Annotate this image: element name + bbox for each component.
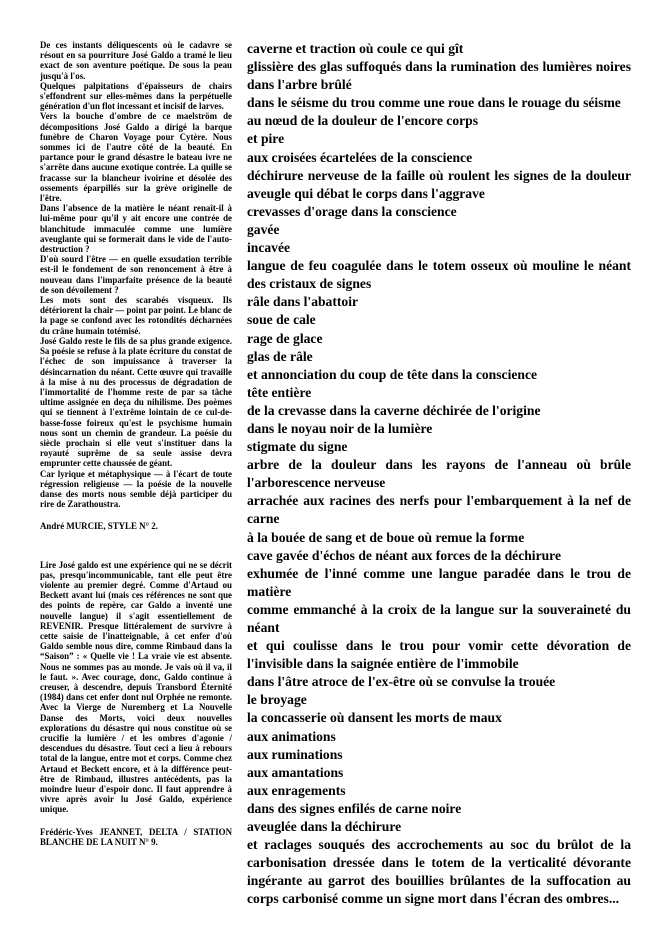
review-paragraph: Dans l'absence de la matière le néant renaît-il à lui-même pour qu'il y ait encore une contrée de blanchitude immaculée comme une lumière aveuglante qui se formerait dans le vide de l'auto-destruction ? [40,203,232,255]
poem-line: gavée [247,221,280,237]
poem-line: langue de feu coagulée dans le totem osseux où mouline le néant des cristaux de signes [247,258,631,292]
poem-line: cave gavée d'échos de néant aux forces de la déchirure [247,547,561,563]
poem-line: aux animations [247,728,336,744]
review-paragraph: Quelques palpitations d'épaisseurs de chairs s'effondrent sur elles-mêmes dans la perpétuelle génération d'un flot incessant et incisif de larves. [40,80,232,112]
poem-line: aux enragements [247,782,346,798]
review-paragraph: Lire José galdo est une expérience qui ne se décrit pas, presqu'incommunicable, tant elle peut être violente au premier degré. Comme d'Artaud ou Beckett avant lui (mais ces références ne sont que des points de repère, car Galdo a inventé une nouvelle langue) il s'agit essentiellement de REVENIR. Presque littéralement de survivre à cette saisie de l'inatteignable, à cet enfer d'où Galdo semble nous dire, comme Rimbaud dans la “Saison” : « Quelle vie ! La vraie vie est absente. Nous ne sommes pas au monde. Je vais où il va, il le faut. ». Avec courage, donc, Galdo continue à creuser, à descendre, depuis Transbord Éternité (1984) dans cet enfer dont nul Orphée ne remonte. Avec la Vierge de Nuremberg et La Nouvelle Danse des Morts, voici deux nouvelles explorations du désastre qui nous constitue où se crucifie la lumière / et les ombres d'agonie / descendues du désastre. Tout ceci a lieu à rebours total de la langue, entre mot et corps. Comme chez Artaud et Beckett encore, et à la différence peut-être de Rimbaud, illustres antécédents, pas la moindre lueur d'espoir donc. Il faut apprendre à vivre après avoir lu José Galdo, expérience unique. [40,559,232,815]
poem-line: incavée [247,240,291,256]
review-signature: André MURCIE, STYLE N° 2. [40,521,158,532]
review-paragraph: Les mots sont des scarabés visqueux. Ils détériorent la chair — point par point. Le blanc de la page se confond avec les rotondités décharnées du crâne humain totémisé. [40,295,232,336]
review-paragraph: D'où sourd l'être — en quelle exsudation terrible est-il le fondement de son renoncement à être à nouveau dans l'imparfaite présence de la beauté de son dévoilement ? [40,254,232,295]
poem-line: la concasserie où dansent les morts de maux [247,710,502,726]
poem-line: dans le noyau noir de la lumière [247,420,433,436]
poem-line: glas de râle [247,348,313,364]
poem-line: et annonciation du coup de tête dans la conscience [247,366,538,382]
poem-line: comme emmanché à la croix de la langue sur la souveraineté du néant [247,601,631,635]
review-paragraph: De ces instants déliquescents où le cadavre se résout en sa pourriture José Galdo a tramé le lieu exact de son aventure poétique. De sous la peau jusqu'à l'os. [40,40,232,81]
poem-line: crevasses d'orage dans la conscience [247,203,457,219]
poem-line: déchirure nerveuse de la faille où roulent les signes de la douleur aveugle qui débat le corps dans l'aggrave [247,167,631,201]
poem-line: râle dans l'abattoir [247,294,359,310]
poem-line: arbre de la douleur dans les rayons de l'anneau où brûle l'arborescence nerveuse [247,457,631,491]
review-paragraph: José Galdo reste le fils de sa plus grande exigence. Sa poésie se refuse à la plate écriture du constat de l'échec de son impuissance à traverser la désincarnation du néant. Cette œuvre qui travaille à la mise à nu des processus de dégradation de l'immortalité de l'homme reste de par sa tâche ultime assignée en deça du nihilisme. Des poèmes qui se tiennent à l'extrême lointain de ce cul-de-basse-fosse foireux qu'est le psychisme humain nous sont un chemin de grandeur. La poésie du siècle prochain si elle veut s'instituer dans la royauté suprême de sa seule assise devra emprunter cette chaussée de géant. [40,335,232,469]
poem-line: caverne et traction où coule ce qui gît [247,41,464,56]
poem-line: le broyage [247,692,307,708]
poem-line: aux croisées écartelées de la conscience [247,149,473,165]
poem-line: exhumée de l'inné comme une langue paradée dans le trou de matière [247,565,631,599]
poem-line: glissière des glas suffoqués dans la rumination des lumières noires dans l'arbre brûlé [247,59,631,93]
poem-line: aux amantations [247,764,344,780]
reviews-column [40,40,232,847]
poem-column [247,40,631,909]
review-paragraph: Car lyrique et métaphysique — à l'écart de toute régression religieuse — la poésie de la nouvelle danse des morts nous semble déjà participer du rire de Zarathoustra. [40,468,232,510]
poem-line: arrachée aux racines des nerfs pour l'embarquement à la nef de carne [247,493,631,527]
poem-line: stigmate du signe [247,439,348,455]
poem-line: et raclages souqués des accrochements au soc du brûlot de la carbonisation dressée dans le totem de la verticalité dévorante ingérante au garrot des bouillies brûlantes de la suffocation au corps carbonisé comme un signe mort dans l'écran des ombres... [247,837,631,907]
review-paragraph: Vers la bouche d'ombre de ce maelström de décompositions José Galdo a dirigé la barque funèbre de Charon Voyage pour Cytère. Nous sommes ici de l'autre côté de la beauté. En partance pour le grand désastre le bateau ivre ne s'arrête dans aucune exotique contrée. La quille se fracasse sur la blancheur ivoirine et désolée des ossements éparpillés sur la grève originelle de l'être. [40,111,232,204]
poem-line: tête entière [247,384,312,400]
poem-line: dans le séisme du trou comme une roue dans le rouage du séisme [247,95,621,111]
poem-line: de la crevasse dans la caverne déchirée de l'origine [247,402,541,418]
poem-line: à la bouée de sang et de boue où remue la forme [247,529,525,545]
poem-line: soue de cale [247,312,316,328]
poem-line: et pire [247,131,285,147]
poem-line: rage de glace [247,330,323,346]
poem-line: dans l'âtre atroce de l'ex-être où se convulse la trouée [247,674,556,690]
poem-line: dans des signes enfilés de carne noire [247,800,462,816]
poem-line: aveuglée dans la déchirure [247,819,402,835]
poem-line: au nœud de la douleur de l'encore corps [247,113,478,129]
poem-line: et qui coulisse dans le trou pour vomir cette dévoration de l'invisible dans la saignée entière de l'immobile [247,638,631,672]
review-signature: Frédéric-Yves JEANNET, DELTA / STATION BLANCHE DE LA NUIT N° 9. [40,826,232,847]
poem-line: aux ruminations [247,746,343,762]
